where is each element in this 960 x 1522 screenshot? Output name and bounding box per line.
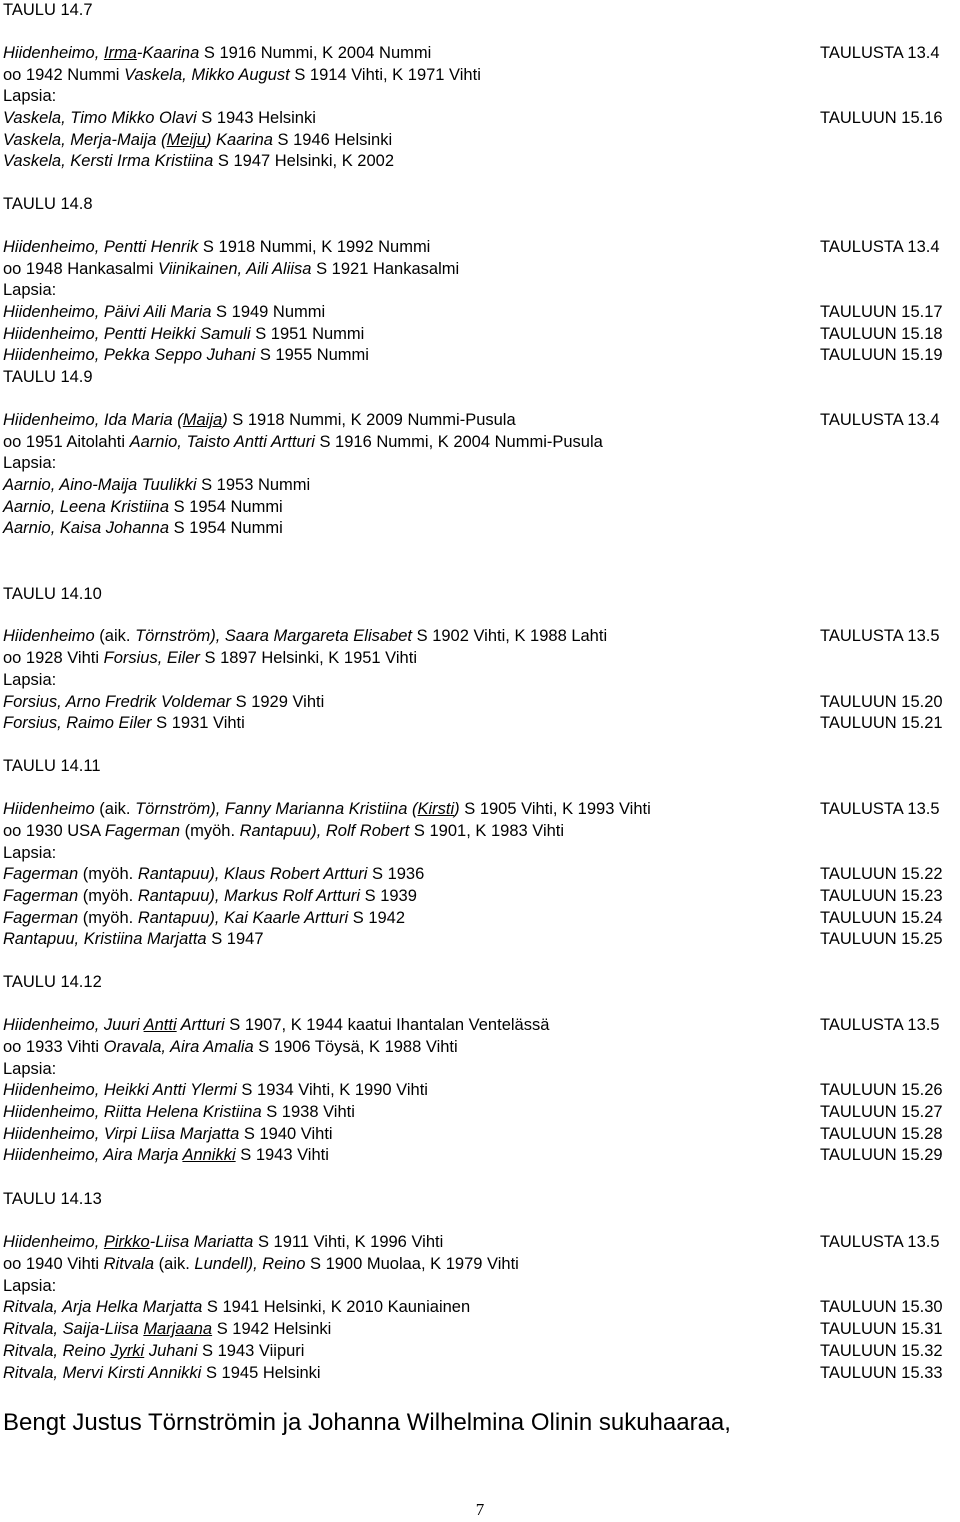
- text-segment: Forsius, Eiler: [103, 649, 200, 667]
- children-label: [3, 1059, 960, 1080]
- text-segment: Hiidenheimo, Pentti Henrik: [3, 238, 199, 256]
- entry-text: [3, 1124, 333, 1145]
- text-segment: Hiidenheimo,: [3, 1233, 104, 1251]
- text-segment: Oravala, Aira Amalia: [103, 1038, 254, 1056]
- text-segment: S 1907, K 1944 kaatui Ihantalan Ventelässä: [224, 1016, 550, 1034]
- text-segment: Hiidenheimo, Riitta Helena Kristiina: [3, 1103, 262, 1121]
- entry-line: [3, 151, 960, 172]
- entry-line: [3, 886, 960, 907]
- text-segment: S 1940 Vihti: [239, 1125, 333, 1143]
- text-segment: oo 1933 Vihti: [3, 1038, 104, 1056]
- text-segment: Hiidenheimo, Pekka Seppo Juhani: [3, 346, 256, 364]
- nickname-text: Meiju: [166, 131, 206, 149]
- entry-line: [3, 864, 960, 885]
- entry-line: [3, 518, 960, 539]
- text-segment: ): [222, 411, 228, 429]
- children-label: [3, 280, 960, 301]
- text-segment: S 1946 Helsinki: [272, 131, 393, 149]
- entry-line: [3, 692, 960, 713]
- text-segment: TAULU 14.11: [3, 757, 101, 775]
- table-reference: TAULUUN 15.21: [820, 714, 943, 732]
- text-segment: Aarnio, Leena Kristiina: [3, 498, 170, 516]
- entry-text: [3, 908, 405, 929]
- text-segment: Aarnio, Taisto Antti Artturi: [129, 433, 315, 451]
- table-heading: [3, 367, 960, 388]
- entry-line: [3, 1319, 960, 1340]
- entry-text: [3, 518, 283, 539]
- entry-text: [3, 584, 102, 605]
- text-segment: S 1951 Nummi: [250, 325, 365, 343]
- text-segment: S 1902 Vihti, K 1988 Lahti: [412, 627, 608, 645]
- text-segment: S 1949 Nummi: [211, 303, 326, 321]
- text-segment: Lundell), Reino: [194, 1255, 306, 1273]
- text-segment: Ritvala, Arja Helka Marjatta: [3, 1298, 203, 1316]
- text-segment: Ritvala, Reino: [3, 1342, 111, 1360]
- entry-line: [3, 626, 960, 647]
- text-segment: TAULU 14.13: [3, 1190, 102, 1208]
- entry-line: [3, 1124, 960, 1145]
- entry-text: [3, 1037, 458, 1058]
- text-segment: Aarnio, Aino-Maija Tuulikki: [3, 476, 197, 494]
- text-segment: (myöh.: [78, 865, 138, 883]
- entry-text: [3, 280, 56, 301]
- children-label: [3, 453, 960, 474]
- text-segment: TAULU 14.8: [3, 195, 93, 213]
- entry-text: [3, 756, 101, 777]
- table-reference: TAULUUN 15.20: [820, 693, 943, 711]
- entry-text: [3, 65, 481, 86]
- entry-text: [3, 799, 651, 820]
- table-reference: TAULUUN 15.23: [820, 887, 943, 905]
- text-segment: ): [454, 800, 460, 818]
- table-reference: TAULUUN 15.26: [820, 1081, 943, 1099]
- text-segment: Viinikainen, Aili Aliisa: [158, 260, 312, 278]
- text-segment: Ritvala, Mervi Kirsti Annikki: [3, 1364, 202, 1382]
- text-segment: ) Kaarina: [205, 131, 273, 149]
- entry-line: [3, 497, 960, 518]
- text-segment: S 1942: [348, 909, 406, 927]
- text-segment: Lapsia:: [3, 87, 57, 105]
- entry-text: [3, 626, 607, 647]
- text-segment: S 1900 Muolaa, K 1979 Vihti: [305, 1255, 519, 1273]
- text-segment: Törnström), Saara Margareta Elisabet: [135, 627, 413, 645]
- children-label: [3, 86, 960, 107]
- text-segment: Lapsia:: [3, 454, 57, 472]
- text-segment: S 1954 Nummi: [169, 498, 283, 516]
- entry-line: [3, 43, 960, 64]
- text-segment: S 1921 Hankasalmi: [311, 260, 460, 278]
- entry-text: [3, 670, 56, 691]
- text-segment: S 1954 Nummi: [169, 519, 283, 537]
- text-segment: S 1918 Nummi, K 1992 Nummi: [198, 238, 431, 256]
- text-segment: S 1918 Nummi, K 2009 Nummi-Pusula: [227, 411, 516, 429]
- text-segment: S 1906 Töysä, K 1988 Vihti: [253, 1038, 458, 1056]
- text-segment: S 1929 Vihti: [231, 693, 325, 711]
- table-reference: TAULUUN 15.27: [820, 1103, 943, 1121]
- entry-line: [3, 1363, 960, 1384]
- nickname-text: Antti: [143, 1016, 177, 1034]
- text-segment: Ritvala, Saija-Liisa: [3, 1320, 144, 1338]
- text-segment: Vaskela, Merja-Maija (: [3, 131, 167, 149]
- entry-line: [3, 410, 960, 431]
- entry-line: [3, 65, 960, 86]
- entry-text: [3, 475, 310, 496]
- text-segment: S 1947 Helsinki, K 2002: [213, 152, 394, 170]
- table-reference: TAULUSTA 13.4: [820, 411, 940, 429]
- entry-text: [3, 43, 431, 64]
- entry-text: [3, 972, 102, 993]
- table-heading: [3, 756, 960, 777]
- entry-text: [3, 237, 430, 258]
- children-label: [3, 843, 960, 864]
- text-segment: S 1947: [206, 930, 264, 948]
- entry-line: [3, 475, 960, 496]
- entry-text: [3, 367, 93, 388]
- entry-line: [3, 259, 960, 280]
- entry-text: [3, 886, 417, 907]
- entry-text: [3, 1232, 443, 1253]
- text-segment: Hiidenheimo: [3, 627, 95, 645]
- table-heading: [3, 1189, 960, 1210]
- entry-text: [3, 1341, 304, 1362]
- entry-line: [3, 302, 960, 323]
- text-segment: S 1943 Helsinki: [196, 109, 316, 127]
- entry-text: [3, 130, 392, 151]
- entry-line: [3, 1145, 960, 1166]
- entry-text: [3, 1297, 470, 1318]
- entry-text: [3, 324, 364, 345]
- table-reference: TAULUUN 15.33: [820, 1364, 943, 1382]
- text-segment: -Liisa Mariatta: [149, 1233, 254, 1251]
- text-segment: Hiidenheimo, Virpi Liisa Marjatta: [3, 1125, 240, 1143]
- table-heading: [3, 194, 960, 215]
- text-segment: Forsius, Arno Fredrik Voldemar: [3, 693, 232, 711]
- entry-line: [3, 324, 960, 345]
- text-segment: Rantapuu), Markus Rolf Artturi: [137, 887, 361, 905]
- text-segment: Rantapuu), Kai Kaarle Artturi: [137, 909, 349, 927]
- text-segment: Hiidenheimo, Heikki Antti Ylermi: [3, 1081, 237, 1099]
- text-segment: Ritvala: [103, 1255, 155, 1273]
- text-segment: S 1943 Viipuri: [197, 1342, 305, 1360]
- text-segment: oo 1928 Vihti: [3, 649, 104, 667]
- children-label: [3, 1276, 960, 1297]
- text-segment: S 1942 Helsinki: [212, 1320, 332, 1338]
- text-segment: TAULU 14.10: [3, 585, 102, 603]
- table-reference: TAULUUN 15.18: [820, 325, 943, 343]
- text-segment: Hiidenheimo, Päivi Aili Maria: [3, 303, 212, 321]
- entry-text: [3, 1102, 355, 1123]
- table-reference: TAULUUN 15.29: [820, 1146, 943, 1164]
- entry-text: [3, 1080, 428, 1101]
- table-heading: [3, 972, 960, 993]
- entry-text: [3, 1319, 331, 1340]
- text-segment: (aik.: [94, 800, 136, 818]
- entry-line: [3, 821, 960, 842]
- entry-text: [3, 410, 516, 431]
- entry-text: [3, 843, 56, 864]
- text-segment: Rantapuu), Klaus Robert Artturi: [137, 865, 368, 883]
- text-segment: S 1953 Nummi: [196, 476, 311, 494]
- text-segment: S 1943 Vihti: [235, 1146, 329, 1164]
- entry-text: [3, 432, 603, 453]
- entry-line: [3, 237, 960, 258]
- entry-line: [3, 908, 960, 929]
- entry-text: [3, 713, 245, 734]
- text-segment: S 1916 Nummi, K 2004 Nummi: [199, 44, 432, 62]
- text-segment: oo 1948 Hankasalmi: [3, 260, 159, 278]
- text-segment: Rantapuu, Kristiina Marjatta: [3, 930, 207, 948]
- text-segment: Hiidenheimo: [3, 800, 95, 818]
- text-segment: S 1901, K 1983 Vihti: [409, 822, 565, 840]
- entry-text: [3, 1254, 519, 1275]
- text-segment: TAULU 14.7: [3, 1, 93, 19]
- text-segment: S 1938 Vihti: [261, 1103, 355, 1121]
- text-segment: (myöh.: [78, 887, 138, 905]
- entry-text: [3, 692, 324, 713]
- text-segment: Vaskela, Kersti Irma Kristiina: [3, 152, 214, 170]
- text-segment: (myöh.: [78, 909, 138, 927]
- entry-line: [3, 1037, 960, 1058]
- table-heading: [3, 0, 960, 21]
- text-segment: S 1945 Helsinki: [201, 1364, 321, 1382]
- text-segment: Fagerman: [3, 909, 79, 927]
- entry-line: [3, 130, 960, 151]
- text-segment: Törnström), Fanny Marianna Kristiina (: [135, 800, 418, 818]
- text-segment: Rantapuu), Rolf Robert: [239, 822, 410, 840]
- text-segment: Lapsia:: [3, 671, 57, 689]
- text-segment: (aik.: [154, 1255, 195, 1273]
- text-segment: S 1914 Vihti, K 1971 Vihti: [289, 66, 481, 84]
- nickname-text: Pirkko: [103, 1233, 150, 1251]
- entry-text: [3, 864, 424, 885]
- text-segment: (myöh.: [180, 822, 240, 840]
- children-label: [3, 670, 960, 691]
- entry-line: [3, 713, 960, 734]
- entry-text: [3, 929, 264, 950]
- table-reference: TAULUUN 15.22: [820, 865, 943, 883]
- text-segment: oo 1930 USA: [3, 822, 105, 840]
- text-segment: TAULU 14.9: [3, 368, 93, 386]
- table-reference: TAULUUN 15.25: [820, 930, 943, 948]
- text-segment: oo 1940 Vihti: [3, 1255, 104, 1273]
- entry-text: [3, 194, 93, 215]
- table-reference: TAULUUN 15.31: [820, 1320, 943, 1338]
- text-segment: Juhani: [144, 1342, 198, 1360]
- text-segment: S 1936: [367, 865, 425, 883]
- entry-line: [3, 1254, 960, 1275]
- entry-text: [3, 1145, 329, 1166]
- entry-text: [3, 259, 459, 280]
- nickname-text: Annikki: [182, 1146, 236, 1164]
- nickname-text: Maija: [182, 411, 223, 429]
- text-segment: S 1941 Helsinki, K 2010 Kauniainen: [202, 1298, 471, 1316]
- page-number: 7: [475, 1500, 485, 1519]
- entry-line: [3, 1102, 960, 1123]
- text-segment: Lapsia:: [3, 1060, 57, 1078]
- nickname-text: Irma: [103, 44, 137, 62]
- text-segment: Artturi: [176, 1016, 225, 1034]
- entry-text: [3, 1015, 549, 1036]
- entry-line: [3, 1297, 960, 1318]
- entry-text: [3, 453, 56, 474]
- table-reference: TAULUUN 15.32: [820, 1342, 943, 1360]
- text-segment: Lapsia:: [3, 844, 57, 862]
- bottom-heading: Bengt Justus Törnströmin ja Johanna Wilhelmina Olinin sukuhaaraa,: [3, 1409, 731, 1436]
- entry-text: [3, 302, 325, 323]
- text-segment: TAULU 14.12: [3, 973, 102, 991]
- entry-text: [3, 648, 417, 669]
- table-reference: TAULUUN 15.19: [820, 346, 943, 364]
- nickname-text: Jyrki: [110, 1342, 145, 1360]
- entry-line: [3, 108, 960, 129]
- entry-text: [3, 1059, 56, 1080]
- text-segment: S 1934 Vihti, K 1990 Vihti: [236, 1081, 428, 1099]
- text-segment: S 1916 Nummi, K 2004 Nummi-Pusula: [314, 433, 603, 451]
- entry-line: [3, 929, 960, 950]
- entry-text: [3, 821, 564, 842]
- table-reference: TAULUUN 15.16: [820, 109, 943, 127]
- text-segment: Hiidenheimo, Juuri: [3, 1016, 144, 1034]
- text-segment: Hiidenheimo, Aira Marja: [3, 1146, 183, 1164]
- text-segment: S 1931 Vihti: [151, 714, 245, 732]
- table-reference: TAULUSTA 13.4: [820, 238, 940, 256]
- table-reference: TAULUSTA 13.5: [820, 1233, 940, 1251]
- text-segment: Fagerman: [3, 887, 79, 905]
- entry-line: [3, 345, 960, 366]
- text-segment: (aik.: [94, 627, 136, 645]
- entry-line: [3, 799, 960, 820]
- table-reference: TAULUUN 15.28: [820, 1125, 943, 1143]
- entry-text: [3, 108, 316, 129]
- entry-line: [3, 1341, 960, 1362]
- entry-text: [3, 86, 56, 107]
- entry-line: [3, 648, 960, 669]
- table-heading: [3, 584, 960, 605]
- entry-text: [3, 1276, 56, 1297]
- text-segment: -Kaarina: [136, 44, 200, 62]
- text-segment: Lapsia:: [3, 281, 57, 299]
- nickname-text: Kirsti: [417, 800, 455, 818]
- text-segment: Lapsia:: [3, 1277, 57, 1295]
- table-reference: TAULUSTA 13.5: [820, 1016, 940, 1034]
- entry-text: [3, 1189, 102, 1210]
- text-segment: S 1911 Vihti, K 1996 Vihti: [253, 1233, 444, 1251]
- entry-line: [3, 1080, 960, 1101]
- table-reference: TAULUUN 15.30: [820, 1298, 943, 1316]
- text-segment: S 1897 Helsinki, K 1951 Vihti: [199, 649, 417, 667]
- nickname-text: Marjaana: [143, 1320, 213, 1338]
- entry-text: [3, 151, 394, 172]
- text-segment: oo 1951 Aitolahti: [3, 433, 130, 451]
- text-segment: Hiidenheimo, Pentti Heikki Samuli: [3, 325, 251, 343]
- text-segment: Hiidenheimo,: [3, 44, 104, 62]
- text-segment: Vaskela, Mikko August: [124, 66, 290, 84]
- table-reference: TAULUSTA 13.5: [820, 627, 940, 645]
- table-reference: TAULUSTA 13.4: [820, 44, 940, 62]
- text-segment: S 1905 Vihti, K 1993 Vihti: [459, 800, 651, 818]
- entry-text: [3, 497, 283, 518]
- table-reference: TAULUUN 15.17: [820, 303, 943, 321]
- text-segment: S 1955 Nummi: [255, 346, 369, 364]
- entry-text: [3, 345, 369, 366]
- table-reference: TAULUSTA 13.5: [820, 800, 940, 818]
- text-segment: Fagerman: [3, 865, 79, 883]
- entry-line: [3, 1232, 960, 1253]
- entry-text: [3, 0, 93, 21]
- entry-line: [3, 432, 960, 453]
- text-segment: Fagerman: [104, 822, 181, 840]
- table-reference: TAULUUN 15.24: [820, 909, 943, 927]
- text-segment: Vaskela, Timo Mikko Olavi: [3, 109, 197, 127]
- entry-line: [3, 1015, 960, 1036]
- text-segment: Hiidenheimo, Ida Maria (: [3, 411, 183, 429]
- text-segment: Aarnio, Kaisa Johanna: [3, 519, 170, 537]
- text-segment: S 1939: [360, 887, 417, 905]
- text-segment: oo 1942 Nummi: [3, 66, 125, 84]
- text-segment: Forsius, Raimo Eiler: [3, 714, 152, 732]
- entry-text: [3, 1363, 321, 1384]
